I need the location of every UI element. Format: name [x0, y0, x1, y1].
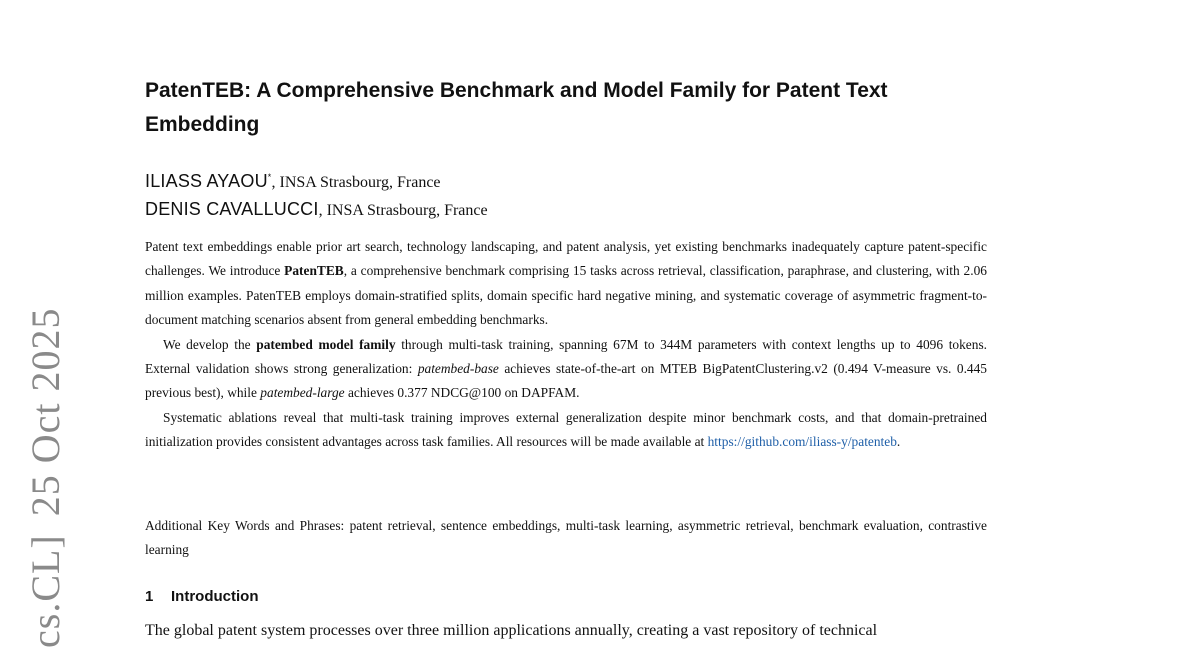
author-affiliation: , INSA Strasbourg, France	[318, 202, 488, 219]
arxiv-date: 25 Oct 2025	[23, 307, 68, 517]
section-number: 1	[145, 588, 154, 605]
arxiv-category: cs.CL]	[23, 534, 68, 648]
benchmark-name: PatenTEB	[284, 263, 344, 279]
arxiv-stamp	[24, 307, 68, 648]
author-list	[145, 161, 1005, 225]
paper-title: PatenTEB: A Comprehensive Benchmark and Model Family for Patent Text Embedding	[145, 79, 888, 136]
author-name: DENIS CAVALLUCCI	[145, 199, 319, 219]
author-name: ILIASS AYAOU*	[145, 171, 272, 191]
model-family-name: patembed model family	[256, 336, 396, 352]
author-line-1	[145, 161, 1005, 193]
author-mark: *	[267, 172, 272, 182]
intro-paragraph: The global patent system processes over three million applications annually, creating a vast repository of technical	[145, 622, 878, 639]
abstract-paragraph-2: We develop the patembed model family through multi-task training, spanning 67M to 344M parameters with context lengths up to 4096 tokens. External validation shows strong generalization: patembed-base achieves state-of-the-art on MTEB BigPatentClustering.v2 (0.494 V-measure vs. 0.445 previous best), while patembed-large achieves 0.377 NDCG@100 on DAPFAM.	[145, 336, 987, 401]
abstract	[145, 235, 987, 455]
author-affiliation: , INSA Strasbourg, France	[271, 174, 441, 191]
section-heading	[145, 585, 258, 609]
abstract-paragraph-1: Patent text embeddings enable prior art search, technology landscaping, and patent analysis, yet existing benchmarks inadequately capture patent-specific challenges. We introduce PatenTEB, a comprehensive benchmark comprising 15 tasks across retrieval, classification, paraphrase, and clustering, with 2.06 million examples. PatenTEB employs domain-stratified splits, domain specific hard negative mining, and systematic coverage of asymmetric fragment-to-document matching scenarios absent from general embedding benchmarks.	[145, 239, 987, 328]
model-name-large: patembed-large	[260, 385, 345, 401]
model-name-base: patembed-base	[417, 361, 499, 377]
resources-link[interactable]: https://github.com/iliass-y/patenteb	[707, 434, 897, 450]
keywords: Additional Key Words and Phrases: patent retrieval, sentence embeddings, multi-task learning, asymmetric retrieval, benchmark evaluation, contrastive learning	[145, 518, 987, 558]
section-title: Introduction	[171, 588, 259, 605]
author-line-2	[145, 193, 1005, 225]
abstract-paragraph-3: Systematic ablations reveal that multi-task training improves external generalization despite minor benchmark costs, and that domain-pretrained initialization provides consistent advantages across task families. All resources will be made available at https://github.com/iliass-y/patenteb.	[145, 409, 987, 450]
